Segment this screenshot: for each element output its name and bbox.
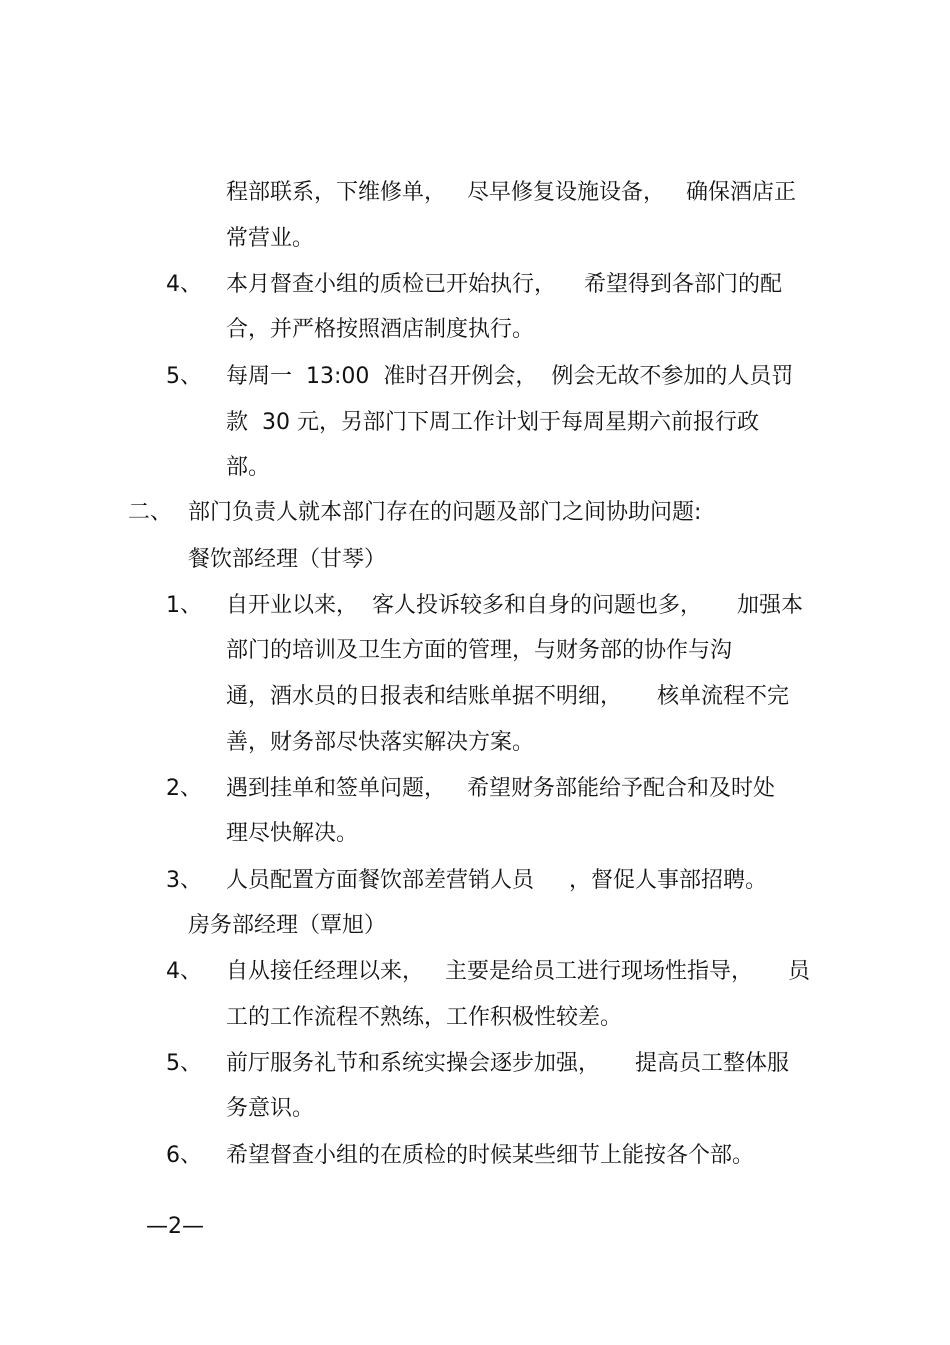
- text-line: 自从接任经理以来， 主要是给员工进行现场性指导， 员: [226, 959, 810, 984]
- text-line: 款 30 元，另部门下周工作计划于每周星期六前报行政: [226, 410, 759, 435]
- text-line: 自开业以来， 客人投诉较多和自身的问题也多， 加强本: [226, 593, 803, 618]
- list-item-number: 3、: [166, 868, 202, 893]
- subheading-catering: 餐饮部经理（甘琴）: [188, 547, 387, 572]
- list-item-number: 2、: [166, 776, 202, 801]
- text-line: 工的工作流程不熟练，工作积极性较差。: [226, 1005, 623, 1030]
- text-line: 程部联系，下维修单， 尽早修复设施设备， 确保酒店正: [226, 180, 796, 205]
- list-item-number: 6、: [166, 1143, 202, 1168]
- section-title: 部门负责人就本部门存在的问题及部门之间协助问题:: [188, 500, 702, 525]
- text-line: 遇到挂单和签单问题， 希望财务部能给予配合和及时处: [226, 776, 775, 801]
- text-line: 常营业。: [226, 226, 315, 251]
- text-line: 部。: [226, 455, 271, 480]
- text-line: 希望督查小组的在质检的时候某些细节上能按各个部。: [226, 1143, 755, 1168]
- list-item-number: 5、: [166, 1051, 202, 1076]
- text-line: 务意识。: [226, 1096, 315, 1121]
- text-line: 人员配置方面餐饮部差营销人员 ，督促人事部招聘。: [226, 868, 767, 893]
- text-line: 部门的培训及卫生方面的管理，与财务部的协作与沟: [226, 638, 733, 663]
- text-line: 合，并严格按照酒店制度执行。: [226, 317, 535, 342]
- text-line: 通，酒水员的日报表和结账单据不明细， 核单流程不完: [226, 684, 789, 709]
- text-line: 前厅服务礼节和系统实操会逐步加强， 提高员工整体服: [226, 1051, 789, 1076]
- section-number: 二、: [128, 500, 173, 525]
- text-line: 善，财务部尽快落实解决方案。: [226, 730, 535, 755]
- list-item-number: 4、: [166, 959, 202, 984]
- text-line: 理尽快解决。: [226, 821, 359, 846]
- text-line: 每周一 13:00 准时召开例会， 例会无故不参加的人员罚: [226, 364, 794, 389]
- list-item-number: 5、: [166, 364, 202, 389]
- subheading-rooms: 房务部经理（覃旭）: [188, 913, 387, 938]
- list-item-number: 1、: [166, 593, 202, 618]
- list-item-number: 4、: [166, 272, 202, 297]
- text-line: 本月督查小组的质检已开始执行， 希望得到各部门的配: [226, 272, 782, 297]
- page-number: —2—: [146, 1214, 204, 1239]
